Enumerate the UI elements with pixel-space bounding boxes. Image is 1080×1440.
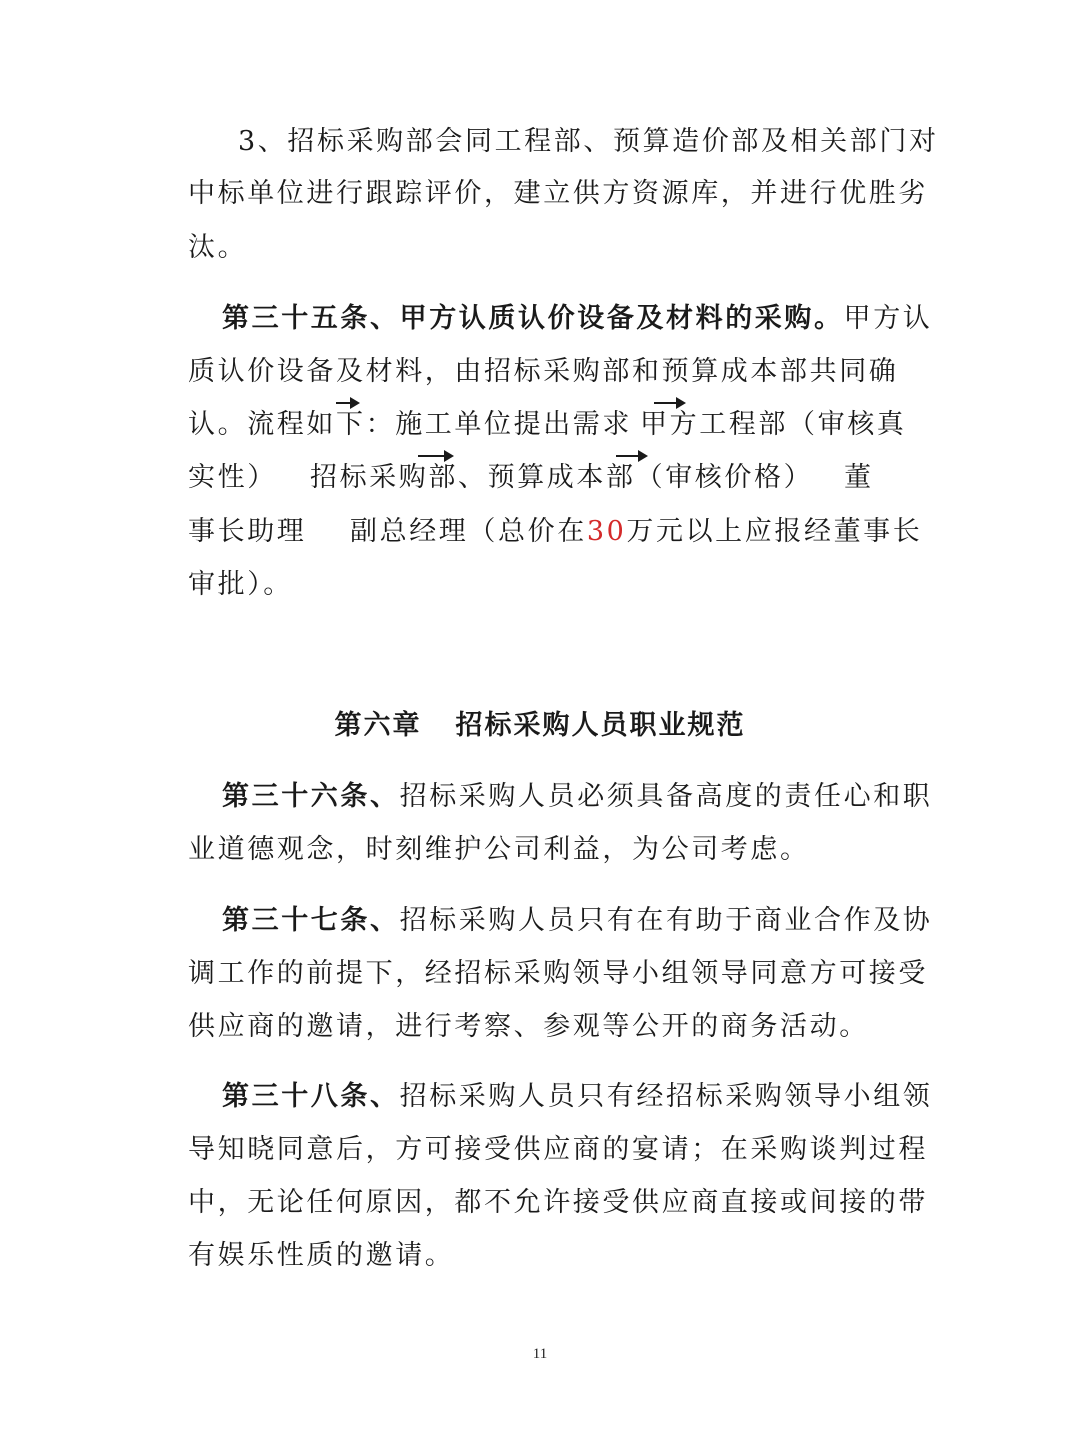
page-number: 11 [532,1346,548,1362]
article35-line3 [188,408,907,442]
article35-line5-c: 万元以上应报经董事长 [626,516,923,547]
article37-line1 [222,904,932,938]
flow-arrow-icon [336,402,358,404]
article38-line3: 中，无论任何原因，都不允许接受供应商直接或间接的带 [188,1187,928,1218]
article38-line1-rest: 招标采购人员只有经招标采购领导小组领 [399,1081,933,1112]
chapter-title: 招标采购人员职业规范 [455,710,746,741]
item3-line2: 中标单位进行跟踪评价，建立供方资源库，并进行优胜劣 [188,178,928,209]
article36-line1-rest: 招标采购人员必须具备高度的责任心和职 [399,781,933,812]
article36-title: 第三十六条、 [222,781,400,812]
article35-line4 [188,461,888,495]
article37-line3: 供应商的邀请，进行考察、参观等公开的商务活动。 [188,1011,869,1042]
article35-title: 第三十五条、甲方认质认价设备及材料的采购。 [222,303,844,334]
article35-line6: 审批）。 [188,569,293,600]
article36-line2: 业道德观念，时刻维护公司利益，为公司考虑。 [188,834,810,865]
flow-arrow-icon [654,402,684,404]
item3-line3: 汰。 [188,232,248,263]
article35-line4-a: 实性） [188,462,277,493]
flow-arrow-icon [616,455,646,457]
article35-line1 [222,302,932,336]
article35-line1-rest: 甲方认 [843,303,933,334]
flow-arrow-icon [418,455,452,457]
article35-line4-c: 董 [844,462,874,493]
chapter-heading [0,709,1080,743]
article37-line2: 调工作的前提下，经招标采购领导小组领导同意方可接受 [188,958,928,989]
article38-line4: 有娱乐性质的邀请。 [188,1240,455,1271]
article35-line5-b: 副总经理（总价在 [350,516,587,547]
article36-line1 [222,780,932,814]
article35-line3-a: 认。流程如下：施工单位提出需求 [188,409,632,440]
item3-line1: 3、招标采购部会同工程部、预算造价部及相关部门对 [238,126,939,157]
article35-line2: 质认价设备及材料，由招标采购部和预算成本部共同确 [188,356,899,387]
article38-title: 第三十八条、 [222,1081,400,1112]
article35-line5 [188,515,923,549]
article37-title: 第三十七条、 [222,905,400,936]
article38-line1 [222,1080,932,1114]
article37-line1-rest: 招标采购人员只有在有助于商业合作及协 [399,905,933,936]
article35-line4-b: 招标采购部、预算成本部（审核价格） [310,462,814,493]
article35-line5-b-group [350,515,922,549]
article35-line3-b: 甲方工程部（审核真 [640,409,907,440]
article38-line2: 导知晓同意后，方可接受供应商的宴请；在采购谈判过程 [188,1134,928,1165]
price-threshold: 30 [586,516,627,547]
chapter-label: 第六章 [334,710,422,741]
article35-line5-a: 事长助理 [188,516,307,547]
